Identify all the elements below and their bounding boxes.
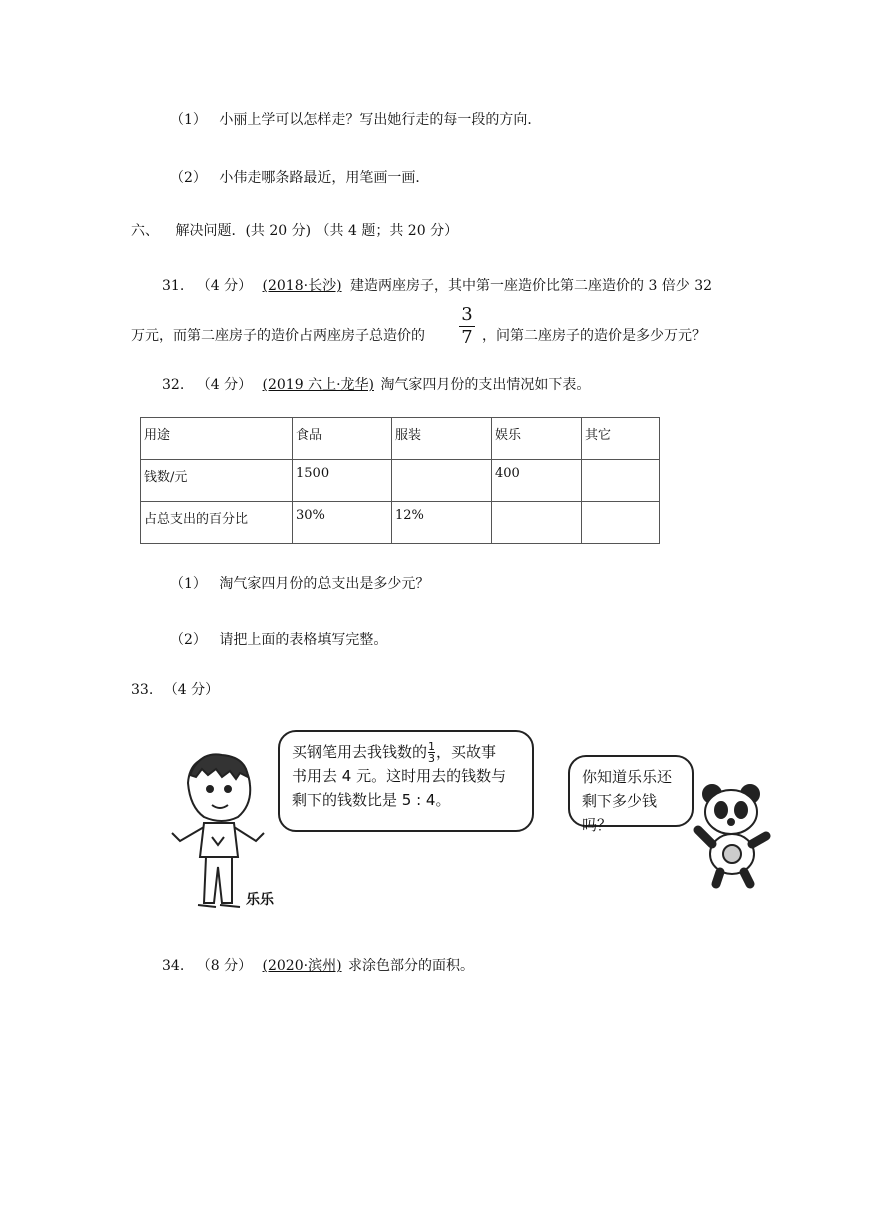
question-31-fraction: 3 7 <box>459 305 475 348</box>
table-row <box>141 502 660 544</box>
question-31-line2-end: ，问第二座房子的造价是多少万元？ <box>482 328 706 344</box>
table-cell: 占总支出的百分比 <box>141 502 293 544</box>
table-cell: 钱数/元 <box>141 460 293 502</box>
table-row <box>141 460 660 502</box>
expense-table <box>140 417 660 544</box>
table-cell: 食品 <box>293 418 392 460</box>
table-cell: 400 <box>492 460 582 502</box>
table-cell: 1500 <box>293 460 392 502</box>
question-33-line: 33. （4 分） <box>131 682 220 698</box>
boy-caption: 乐乐 <box>246 892 274 908</box>
question-31-line2: 万元，而第二座房子的造价占两座房子总造价的 <box>131 328 425 344</box>
sub-question-1: （1） 小丽上学可以怎样走？写出她行走的每一段的方向． <box>170 112 542 128</box>
question-31-source-link[interactable]: (2018·长沙) <box>262 278 342 294</box>
speech-bubble-boy: 买钢笔用去我钱数的$\frac{1}{3}$，买故事 书用去 4 元。这时用去的钱数与 剩下的钱数比是 5 : 4。 <box>278 730 534 832</box>
table-cell: 30% <box>293 502 392 544</box>
table-cell: 用途 <box>141 418 293 460</box>
section-heading: 六、 解决问题．(共 20 分) （共 4 题；共 20 分） <box>131 223 459 239</box>
table-cell: 其它 <box>582 418 660 460</box>
question-32-source-link[interactable]: (2019 六上·龙华) <box>262 377 374 393</box>
question-32-sub-1: （1） 淘气家四月份的总支出是多少元？ <box>170 576 430 592</box>
table-cell <box>492 502 582 544</box>
speech-bubble-panda: 你知道乐乐还 剩下多少钱吗？ <box>568 755 694 827</box>
table-cell <box>392 460 492 502</box>
question-32-sub-2: （2） 请把上面的表格填写完整。 <box>170 632 388 648</box>
table-cell: 娱乐 <box>492 418 582 460</box>
question-34-source-link[interactable]: (2020·滨州) <box>262 958 342 974</box>
question-33-illustration <box>160 725 780 920</box>
question-32-line: 32. （4 分） (2019 六上·龙华) 淘气家四月份的支出情况如下表。 <box>162 377 591 393</box>
question-34-line: 34. （8 分） (2020·滨州) 求涂色部分的面积。 <box>162 958 474 974</box>
question-31-line1: 31. （4 分） (2018·长沙) 建造两座房子，其中第一座造价比第二座造价的 3 倍少 32 <box>162 278 713 294</box>
table-cell: 12% <box>392 502 492 544</box>
table-cell <box>582 502 660 544</box>
panda-icon <box>690 780 780 890</box>
table-row <box>141 418 660 460</box>
sub-question-2: （2） 小伟走哪条路最近，用笔画一画． <box>170 170 430 186</box>
table-cell: 服装 <box>392 418 492 460</box>
bubble-fraction: $\frac{1}{3}$ <box>428 740 436 765</box>
table-cell <box>582 460 660 502</box>
